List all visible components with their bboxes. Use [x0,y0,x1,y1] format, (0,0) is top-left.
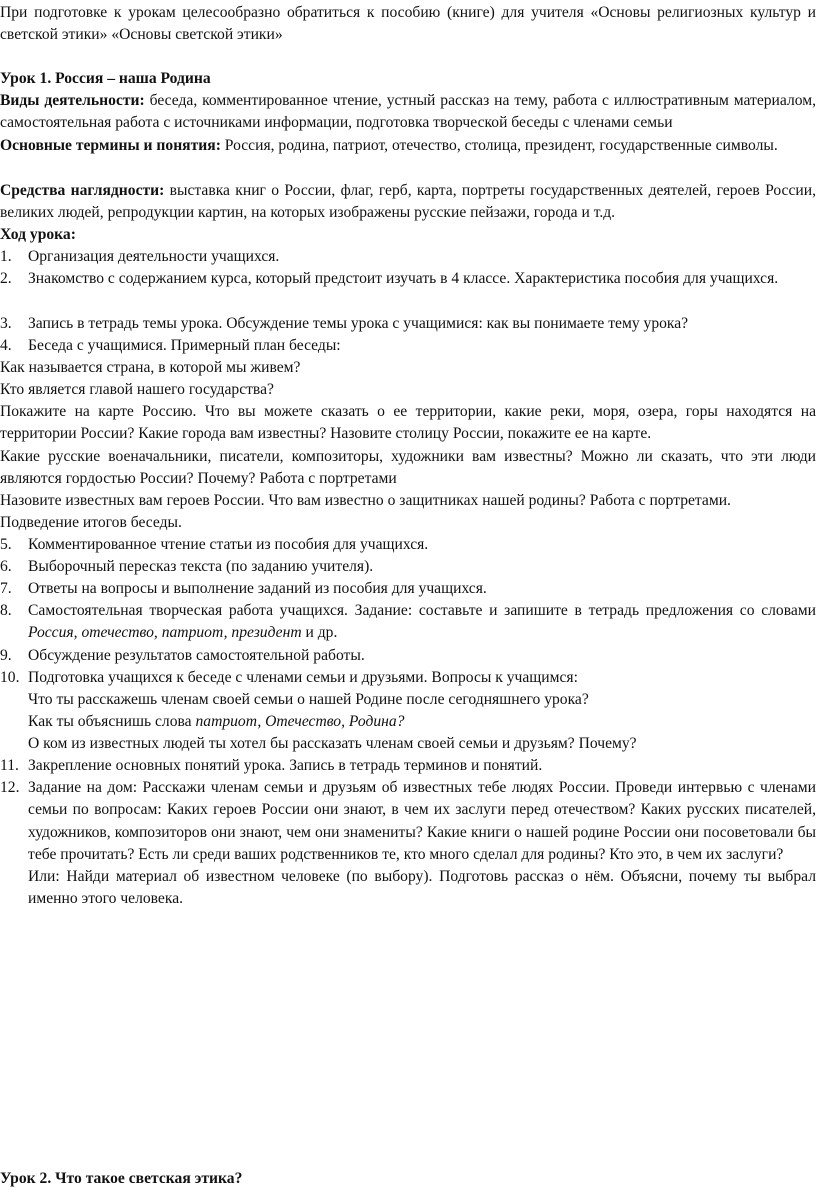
visual-aids-paragraph: Средства наглядности: выставка книг о России, флаг, герб, карта, портреты государственных деятелей, героев России, великих людей, репродукции картин, на которых изображены русские пейзажи, города и т.д. [0,182,816,222]
plan-line: Какие русские военачальники, писатели, композиторы, художники вам известны? Можно ли сказать, что эти люди являются гордостью России? Почему? Работа с портретами [0,448,816,488]
question-line: Что ты расскажешь членам своей семьи о нашей Родине после сегодняшнего урока? [28,691,589,708]
list-item: 10. Подготовка учащихся к беседе с членами семьи и друзьями. Вопросы к учащимся: [0,669,578,686]
plan-line: Подведение итогов беседы. [0,514,182,531]
alternative-task: Или: Найди материал об известном человеке (по выбору). Подготовь рассказ о нём. Объясни, почему ты выбрал именно этого человека. [28,868,816,908]
lesson2-title: Урок 2. Что такое светская этика? [0,1170,243,1187]
activities-label: Виды деятельности: [0,92,145,109]
list-item: 9. Обсуждение результатов самостоятельной работы. [0,647,365,664]
list-item: 1. Организация деятельности учащихся. [0,248,280,265]
list-item: 6. Выборочный пересказ текста (по заданию учителя). [0,558,374,575]
plan-line: Кто является главой нашего государства? [0,381,274,398]
plan-line: Назовите известных вам героев России. Что вам известно о защитниках нашей родины? Работа с портретами. [0,492,731,509]
list-item: 7. Ответы на вопросы и выполнение заданий из пособия для учащихся. [0,580,487,597]
lesson1-title: Урок 1. Россия – наша Родина [0,70,211,87]
list-item: 8. Самостоятельная творческая работа учащихся. Задание: составьте и запишите в тетрадь предложения со словами Россия, отечество, патриот, президент и др. [0,602,816,642]
list-item: 11. Закрепление основных понятий урока. Запись в тетрадь терминов и понятий. [0,757,543,774]
lesson-course-heading: Ход урока: [0,226,76,243]
question-line: О ком из известных людей ты хотел бы рассказать членам своей семьи и друзьям? Почему? [28,735,637,752]
activities-paragraph: Виды деятельности: беседа, комментированное чтение, устный рассказ на тему, работа с иллюстративным материалом, самостоятельная работа с источниками информации, подготовка творческой беседы с членами семьи [0,92,816,132]
list-item: 3. Запись в тетрадь темы урока. Обсуждение темы урока с учащимися: как вы понимаете тему урока? [0,315,689,332]
list-item: 12. Задание на дом: Расскажи членам семьи и друзьям об известных тебе людях России. Проведи интервью с членами семьи по вопросам: Каких героев России они знают, в чем их заслуги перед отечеством? Каких русских писателей, художников, композиторов они знают, чем они знамениты? Какие книги о нашей родине России они посоветовали бы тебе прочитать? Есть ли среди ваших родственников те, кто много сделал для родины? Кто это, в чем их заслуги? [0,779,816,864]
list-item: 4. Беседа с учащимися. Примерный план беседы: [0,337,341,354]
list-item: 5. Комментированное чтение статьи из пособия для учащихся. [0,536,429,553]
plan-line: Покажите на карте Россию. Что вы можете сказать о ее территории, какие реки, моря, озера, горы находятся на территории России? Какие города вам известны? Назовите столицу России, покажите ее на карте. [0,403,816,443]
terms-paragraph: Основные термины и понятия: Россия, родина, патриот, отечество, столица, президент, государственные символы. [0,137,778,154]
terms-label: Основные термины и понятия: [0,137,221,154]
key-words: Россия, отечество, патриот, президент [28,624,302,642]
question-line: Как ты объяснишь слова патриот, Отечество, Родина? [28,713,405,730]
list-item: 2. Знакомство с содержанием курса, который предстоит изучать в 4 классе. Характеристика пособия для учащихся. [0,270,779,287]
intro-paragraph: При подготовке к урокам целесообразно обратиться к пособию (книге) для учителя «Основы религиозных культур и светской этики» «Основы светской этики» [0,4,816,44]
visual-aids-label: Средства наглядности: [0,182,165,199]
plan-line: Как называется страна, в которой мы живем? [0,359,301,376]
